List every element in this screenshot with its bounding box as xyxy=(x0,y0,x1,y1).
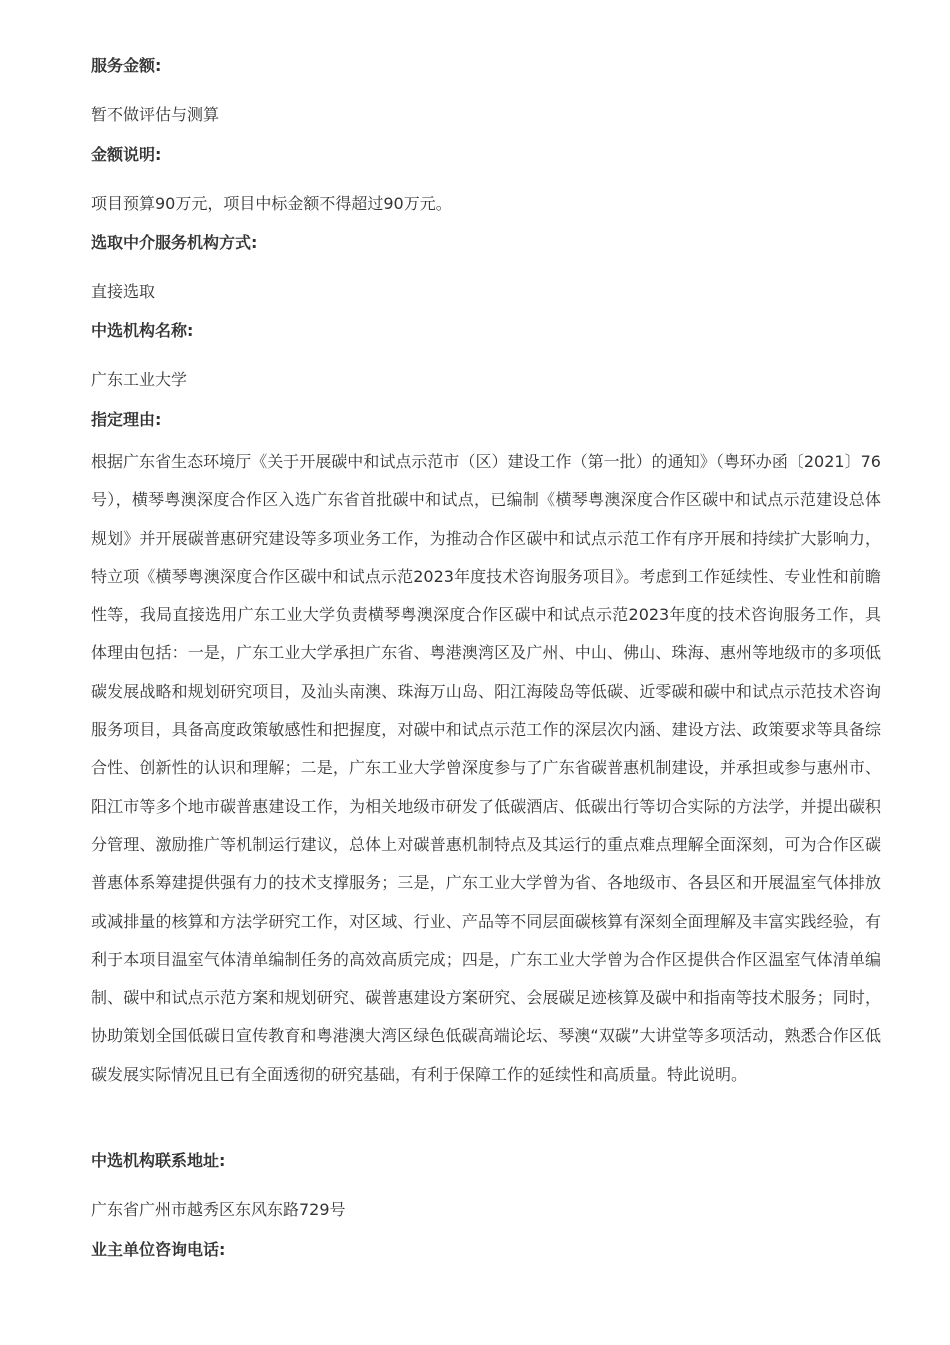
reason-section xyxy=(91,409,881,1094)
selected-org-section xyxy=(91,320,881,391)
owner-phone-section xyxy=(91,1239,881,1261)
selected-org-label: 中选机构名称: xyxy=(91,321,194,340)
amount-note-label: 金额说明: xyxy=(91,145,162,164)
selected-org-value: 广东工业大学 xyxy=(91,370,188,389)
reason-label: 指定理由: xyxy=(91,410,162,429)
org-address-label: 中选机构联系地址: xyxy=(91,1151,226,1170)
selection-method-label: 选取中介服务机构方式: xyxy=(91,233,258,252)
amount-note-section xyxy=(91,144,881,215)
amount-note-value: 项目预算90万元，项目中标金额不得超过90万元。 xyxy=(91,194,452,213)
org-address-value: 广东省广州市越秀区东风东路729号 xyxy=(91,1200,346,1219)
service-amount-value: 暂不做评估与测算 xyxy=(91,105,220,124)
reason-value: 根据广东省生态环境厅《关于开展碳中和试点示范市（区）建设工作（第一批）的通知》（粤环办函〔2021〕76号），横琴粤澳深度合作区入选广东省首批碳中和试点，已编制《横琴粤澳深度合作区碳中和试点示范建设总体规划》并开展碳普惠研究建设等多项业务工作，为推动合作区碳中和试点示范工作有序开展和持续扩大影响力，特立项《横琴粤澳深度合作区碳中和试点示范2023年度技术咨询服务项目》。考虑到工作延续性、专业性和前瞻性等，我局直接选用广东工业大学负责横琴粤澳深度合作区碳中和试点示范2023年度的技术咨询服务工作，具体理由包括：一是，广东工业大学承担广东省、粤港澳湾区及广州、中山、佛山、珠海、惠州等地级市的多项低碳发展战略和规划研究项目，及汕头南澳、珠海万山岛、阳江海陵岛等低碳、近零碳和碳中和试点示范技术咨询服务项目，具备高度政策敏感性和把握度，对碳中和试点示范工作的深层次内涵、建设方法、政策要求等具备综合性、创新性的认识和理解；二是，广东工业大学曾深度参与了广东省碳普惠机制建设，并承担或参与惠州市、阳江市等多个地市碳普惠建设工作，为相关地级市研发了低碳酒店、低碳出行等切合实际的方法学，并提出碳积分管理、激励推广等机制运行建议，总体上对碳普惠机制特点及其运行的重点难点理解全面深刻，可为合作区碳普惠体系筹建提供强有力的技术支撑服务；三是，广东工业大学曾为省、各地级市、各县区和开展温室气体排放或减排量的核算和方法学研究工作，对区域、行业、产品等不同层面碳核算有深刻全面理解及丰富实践经验，有利于本项目温室气体清单编制任务的高效高质完成；四是，广东工业大学曾为合作区提供合作区温室气体清单编制、碳中和试点示范方案和规划研究、碳普惠建设方案研究、会展碳足迹核算及碳中和指南等技术服务；同时，协助策划全国低碳日宣传教育和粤港澳大湾区绿色低碳高端论坛、琴澳“双碳”大讲堂等多项活动，熟悉合作区低碳发展实际情况且已有全面透彻的研究基础，有利于保障工作的延续性和高质量。特此说明。 xyxy=(91,452,881,1084)
owner-phone-label: 业主单位咨询电话: xyxy=(91,1240,226,1259)
org-address-section xyxy=(91,1150,881,1221)
service-amount-label: 服务金额: xyxy=(91,56,162,75)
service-amount-section xyxy=(91,55,881,126)
selection-method-section xyxy=(91,232,881,303)
selection-method-value: 直接选取 xyxy=(91,282,156,301)
